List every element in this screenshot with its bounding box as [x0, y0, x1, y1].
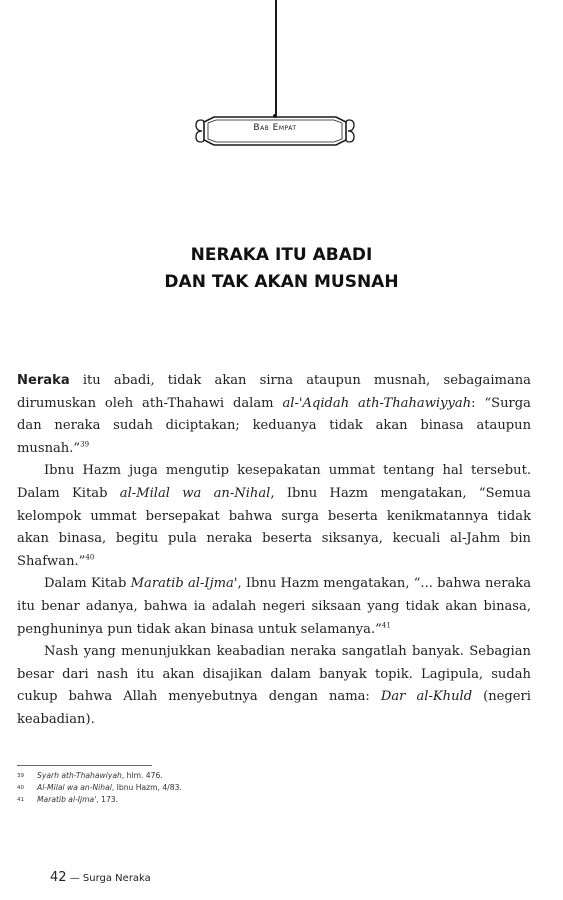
page-number: 42: [50, 870, 67, 885]
book-title-italic: Maratib al-Ijma': [130, 576, 238, 592]
footnote-detail: , hlm. 476.: [121, 771, 163, 780]
book-title-italic: al-Milal wa an-Nihal: [119, 485, 271, 501]
paragraph-3: [17, 573, 531, 641]
chapter-hanging-line: [275, 0, 277, 116]
footnote-source: Maratib al-Ijma': [37, 795, 97, 804]
footnote-item: [17, 794, 417, 806]
book-title-italic: Dar al-Khuld: [380, 689, 473, 705]
footnote-source: Al-Milal wa an-Nihal: [37, 783, 112, 792]
running-book-title: Surga Neraka: [82, 873, 151, 884]
lead-word: Neraka: [17, 373, 70, 388]
paragraph-text: itu abadi, tidak akan sirna ataupun musnah, sebagaimana dirumuskan oleh ath-Thahawi dalam: [17, 373, 531, 411]
book-title-italic: al-'Aqidah ath-Thahawiyyah: [282, 395, 472, 411]
footnote-item: [17, 782, 417, 794]
footnote-source: Syarh ath-Thahawiyah: [37, 771, 122, 780]
footnote-detail: , Ibnu Hazm, 4/83.: [111, 783, 182, 792]
footnote-ref[interactable]: 39: [80, 440, 90, 449]
footnote-ref[interactable]: 41: [381, 621, 391, 630]
footnote-ref[interactable]: 40: [85, 553, 95, 562]
paragraph-2: [17, 460, 531, 573]
footnote-number: 40: [17, 785, 24, 791]
paragraph-text: , Ibnu Hazm mengatakan, “Semua kelompok ummat bersepakat bahwa surga beserta kenikmatannya tidak akan binasa, begitu pula neraka beserta siksanya, kecuali al-Jahm bin Shafwan.”: [17, 485, 531, 569]
paragraph-text: (negeri keabadian).: [17, 689, 531, 727]
chapter-label: Bab Empat: [253, 123, 297, 133]
chapter-title-line-2: DAN TAK AKAN MUSNAH: [164, 272, 399, 292]
footnote-number: 41: [17, 797, 24, 803]
footnote-item: [17, 770, 417, 782]
paragraph-text: : “Surga dan neraka sudah diciptakan; keduanya tidak akan binasa ataupun musnah.”: [17, 395, 531, 456]
body-text: [17, 370, 531, 732]
paragraph-text: , Ibnu Hazm mengatakan, “... bahwa neraka itu benar adanya, bahwa ia adalah negeri siksaan yang tidak akan binasa, penghuninya pun tidak akan binasa untuk selamanya.”: [17, 576, 531, 637]
footnote-detail: , 173.: [96, 795, 119, 804]
chapter-title-line-1: NERAKA ITU ABADI: [190, 245, 373, 265]
paragraph-text: Dalam Kitab: [44, 576, 131, 592]
footnote-number: 39: [17, 773, 24, 779]
paragraph-text: Ibnu Hazm juga mengutip kesepakatan ummat tentang hal tersebut. Dalam Kitab: [17, 463, 531, 501]
chapter-badge: [192, 111, 358, 151]
footnote-divider: [17, 765, 152, 766]
paragraph-1: [17, 370, 531, 460]
paragraph-4: [17, 641, 531, 731]
footnotes: [17, 770, 417, 806]
page-footer: [50, 866, 151, 885]
chapter-title: [0, 242, 563, 296]
footer-separator: —: [66, 873, 83, 884]
paragraph-text: Nash yang menunjukkan keabadian neraka sangatlah banyak. Sebagian besar dari nash itu akan disajikan dalam banyak topik. Lagipula, sudah cukup bahwa Allah menyebutnya dengan nama:: [17, 644, 531, 705]
